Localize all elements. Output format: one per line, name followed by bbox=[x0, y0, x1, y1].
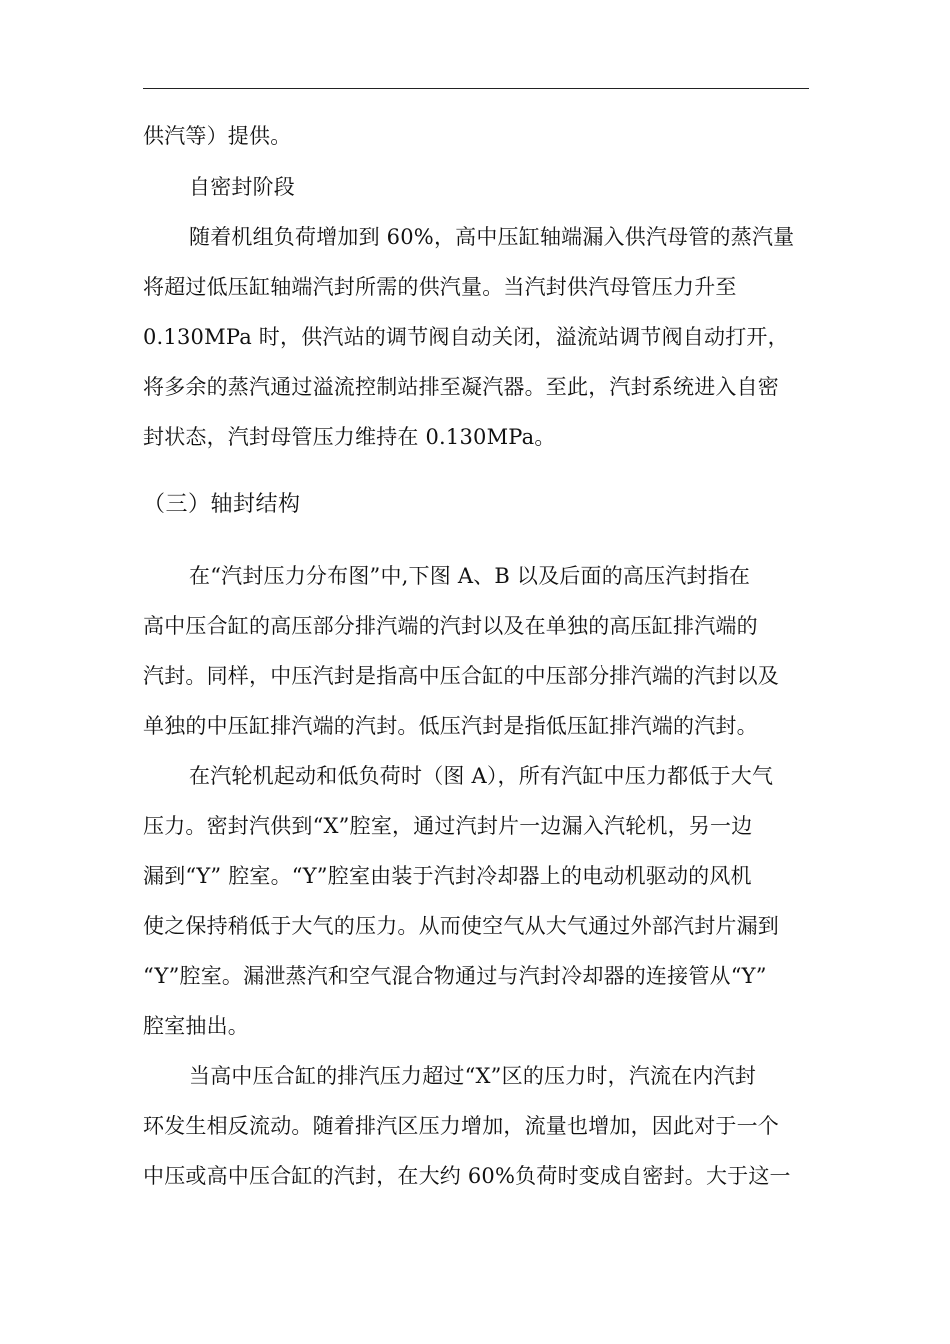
paragraph-line: 环发生相反流动。随着排汽区压力增加，流量也增加，因此对于一个 bbox=[143, 1114, 779, 1138]
paragraph-line: 随着机组负荷增加到 60%，高中压缸轴端漏入供汽母管的蒸汽量 bbox=[189, 225, 795, 249]
paragraph-line: 封状态，汽封母管压力维持在 0.130MPa。 bbox=[143, 425, 556, 449]
paragraph-line: 单独的中压缸排汽端的汽封。低压汽封是指低压缸排汽端的汽封。 bbox=[143, 714, 758, 738]
paragraph-line: 使之保持稍低于大气的压力。从而使空气从大气通过外部汽封片漏到 bbox=[143, 914, 779, 938]
paragraph-line: 0.130MPa 时，供汽站的调节阀自动关闭，溢流站调节阀自动打开， bbox=[143, 325, 789, 349]
paragraph-line: 在“汽封压力分布图”中,下图 A、B 以及后面的高压汽封指在 bbox=[189, 564, 751, 588]
paragraph-line: 将超过低压缸轴端汽封所需的供汽量。当汽封供汽母管压力升至 bbox=[143, 275, 737, 299]
paragraph-line: 将多余的蒸汽通过溢流控制站排至凝汽器。至此，汽封系统进入自密 bbox=[143, 375, 779, 399]
subsection-heading: 自密封阶段 bbox=[189, 175, 295, 199]
paragraph-line: 高中压合缸的高压部分排汽端的汽封以及在单独的高压缸排汽端的 bbox=[143, 614, 758, 638]
paragraph-line: 当高中压合缸的排汽压力超过“X”区的压力时，汽流在内汽封 bbox=[189, 1064, 757, 1088]
paragraph-line: 中压或高中压合缸的汽封，在大约 60%负荷时变成自密封。大于这一 bbox=[143, 1164, 791, 1188]
section-heading: （三）轴封结构 bbox=[143, 492, 301, 517]
paragraph-line: 汽封。同样，中压汽封是指高中压合缸的中压部分排汽端的汽封以及 bbox=[143, 664, 779, 688]
header-rule bbox=[143, 88, 809, 89]
paragraph-line: 在汽轮机起动和低负荷时（图 A），所有汽缸中压力都低于大气 bbox=[189, 764, 774, 788]
paragraph-line: 供汽等）提供。 bbox=[143, 124, 292, 148]
paragraph-line: “Y”腔室。漏泄蒸汽和空气混合物通过与汽封冷却器的连接管从“Y” bbox=[143, 964, 767, 988]
paragraph-line: 腔室抽出。 bbox=[143, 1014, 249, 1038]
paragraph-line: 压力。密封汽供到“X”腔室，通过汽封片一边漏入汽轮机，另一边 bbox=[143, 814, 753, 838]
paragraph-line: 漏到“Y” 腔室。“Y”腔室由装于汽封冷却器上的电动机驱动的风机 bbox=[143, 864, 752, 888]
